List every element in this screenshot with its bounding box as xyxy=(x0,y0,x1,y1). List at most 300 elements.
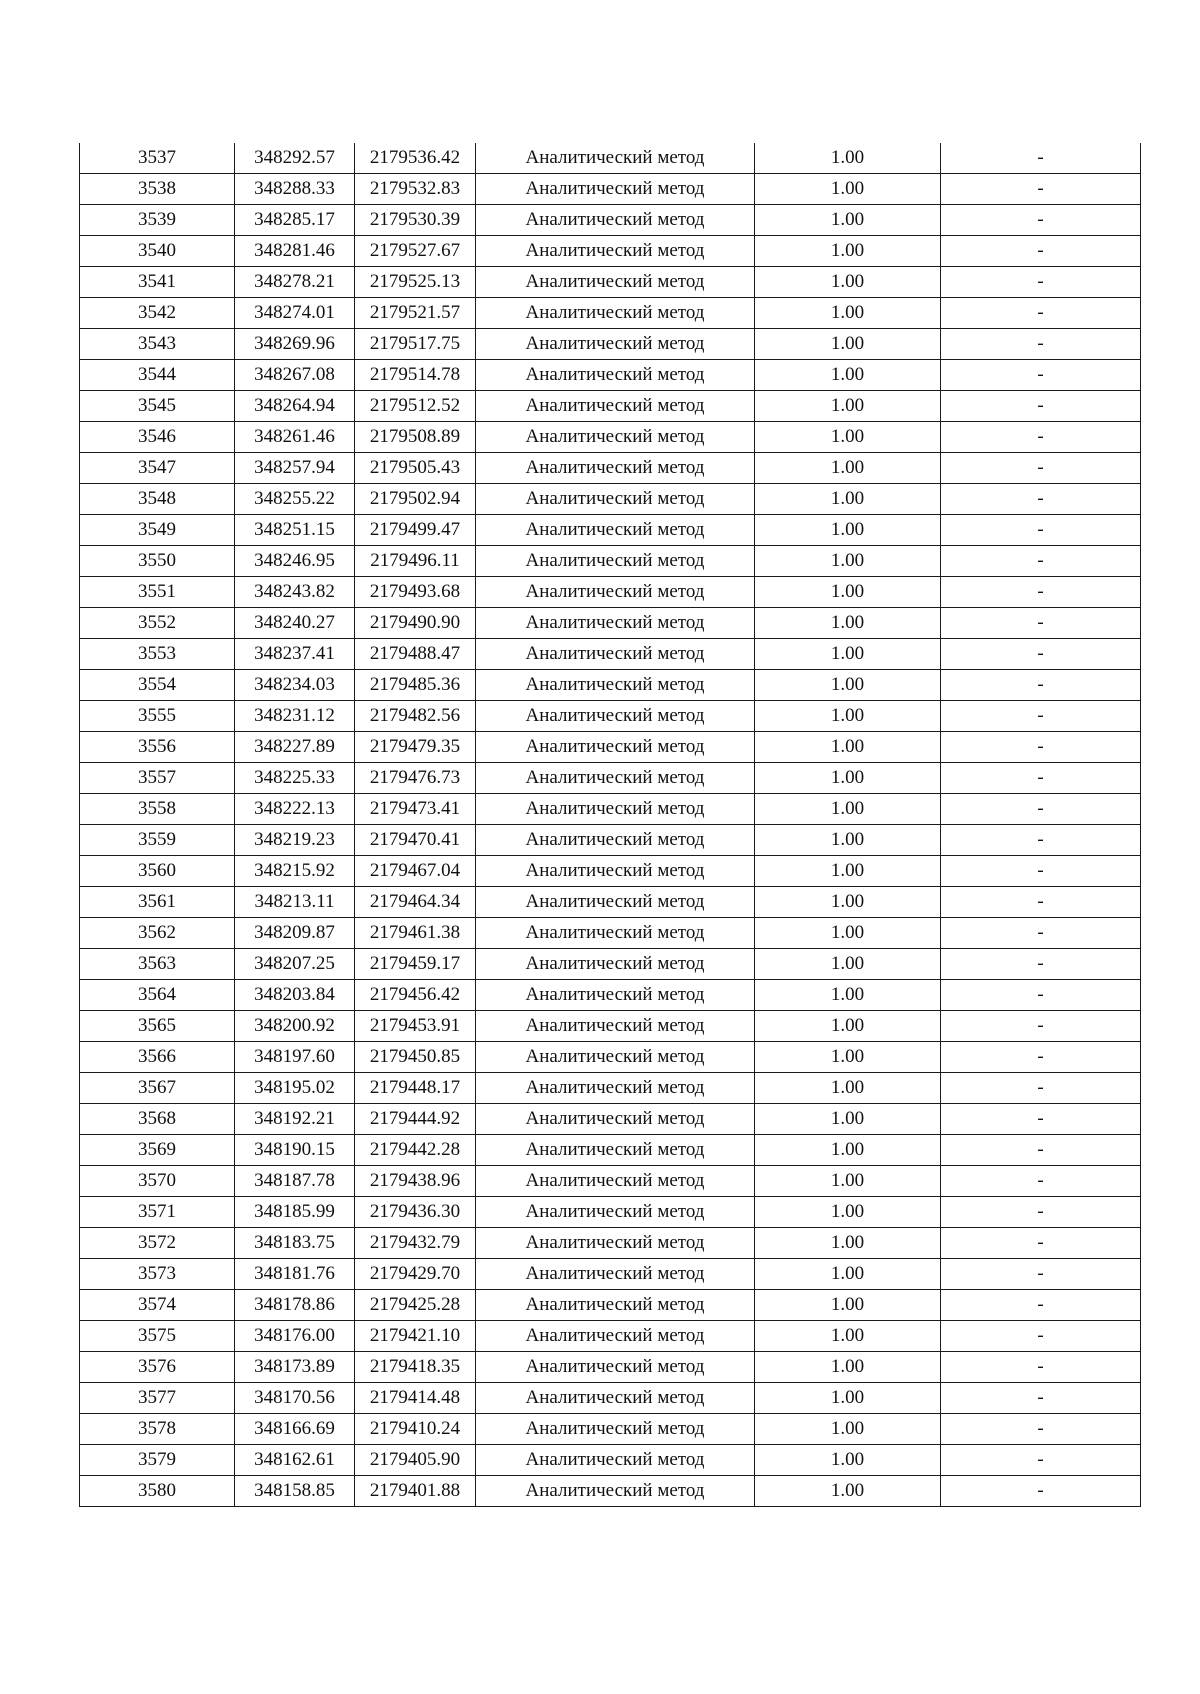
note-cell: - xyxy=(941,1104,1141,1135)
point-number-cell: 3551 xyxy=(80,577,235,608)
method-cell: Аналитический метод xyxy=(476,1476,755,1507)
x-coordinate-cell: 348225.33 xyxy=(235,763,355,794)
note-cell: - xyxy=(941,1197,1141,1228)
method-cell: Аналитический метод xyxy=(476,1321,755,1352)
table-row xyxy=(80,1445,1141,1476)
y-coordinate-cell: 2179461.38 xyxy=(355,918,476,949)
method-cell: Аналитический метод xyxy=(476,763,755,794)
note-cell: - xyxy=(941,825,1141,856)
point-number-cell: 3568 xyxy=(80,1104,235,1135)
precision-cell: 1.00 xyxy=(755,1104,941,1135)
note-cell: - xyxy=(941,1228,1141,1259)
method-cell: Аналитический метод xyxy=(476,391,755,422)
precision-cell: 1.00 xyxy=(755,1445,941,1476)
table-row xyxy=(80,1414,1141,1445)
y-coordinate-cell: 2179485.36 xyxy=(355,670,476,701)
y-coordinate-cell: 2179405.90 xyxy=(355,1445,476,1476)
method-cell: Аналитический метод xyxy=(476,1259,755,1290)
point-number-cell: 3566 xyxy=(80,1042,235,1073)
precision-cell: 1.00 xyxy=(755,1197,941,1228)
method-cell: Аналитический метод xyxy=(476,174,755,205)
y-coordinate-cell: 2179517.75 xyxy=(355,329,476,360)
x-coordinate-cell: 348185.99 xyxy=(235,1197,355,1228)
x-coordinate-cell: 348192.21 xyxy=(235,1104,355,1135)
note-cell: - xyxy=(941,1259,1141,1290)
x-coordinate-cell: 348219.23 xyxy=(235,825,355,856)
y-coordinate-cell: 2179512.52 xyxy=(355,391,476,422)
note-cell: - xyxy=(941,1290,1141,1321)
table-row xyxy=(80,980,1141,1011)
point-number-cell: 3537 xyxy=(80,143,235,174)
method-cell: Аналитический метод xyxy=(476,577,755,608)
coordinates-table xyxy=(79,143,1141,1507)
x-coordinate-cell: 348278.21 xyxy=(235,267,355,298)
x-coordinate-cell: 348269.96 xyxy=(235,329,355,360)
table-row xyxy=(80,949,1141,980)
method-cell: Аналитический метод xyxy=(476,887,755,918)
point-number-cell: 3541 xyxy=(80,267,235,298)
note-cell: - xyxy=(941,298,1141,329)
precision-cell: 1.00 xyxy=(755,1321,941,1352)
table-row xyxy=(80,887,1141,918)
method-cell: Аналитический метод xyxy=(476,1011,755,1042)
table-row xyxy=(80,1011,1141,1042)
table-row xyxy=(80,856,1141,887)
point-number-cell: 3563 xyxy=(80,949,235,980)
note-cell: - xyxy=(941,143,1141,174)
method-cell: Аналитический метод xyxy=(476,1383,755,1414)
note-cell: - xyxy=(941,267,1141,298)
method-cell: Аналитический метод xyxy=(476,949,755,980)
point-number-cell: 3538 xyxy=(80,174,235,205)
note-cell: - xyxy=(941,1383,1141,1414)
x-coordinate-cell: 348285.17 xyxy=(235,205,355,236)
note-cell: - xyxy=(941,887,1141,918)
note-cell: - xyxy=(941,1476,1141,1507)
point-number-cell: 3578 xyxy=(80,1414,235,1445)
x-coordinate-cell: 348183.75 xyxy=(235,1228,355,1259)
x-coordinate-cell: 348227.89 xyxy=(235,732,355,763)
table-row xyxy=(80,422,1141,453)
x-coordinate-cell: 348264.94 xyxy=(235,391,355,422)
table-row xyxy=(80,577,1141,608)
precision-cell: 1.00 xyxy=(755,639,941,670)
table-row xyxy=(80,1321,1141,1352)
note-cell: - xyxy=(941,1414,1141,1445)
table-row xyxy=(80,205,1141,236)
point-number-cell: 3547 xyxy=(80,453,235,484)
x-coordinate-cell: 348209.87 xyxy=(235,918,355,949)
y-coordinate-cell: 2179499.47 xyxy=(355,515,476,546)
table-row xyxy=(80,1073,1141,1104)
precision-cell: 1.00 xyxy=(755,1073,941,1104)
point-number-cell: 3580 xyxy=(80,1476,235,1507)
method-cell: Аналитический метод xyxy=(476,1414,755,1445)
x-coordinate-cell: 348288.33 xyxy=(235,174,355,205)
precision-cell: 1.00 xyxy=(755,1414,941,1445)
method-cell: Аналитический метод xyxy=(476,267,755,298)
note-cell: - xyxy=(941,608,1141,639)
note-cell: - xyxy=(941,577,1141,608)
note-cell: - xyxy=(941,205,1141,236)
precision-cell: 1.00 xyxy=(755,949,941,980)
y-coordinate-cell: 2179414.48 xyxy=(355,1383,476,1414)
precision-cell: 1.00 xyxy=(755,298,941,329)
x-coordinate-cell: 348195.02 xyxy=(235,1073,355,1104)
table-row xyxy=(80,360,1141,391)
table-row xyxy=(80,1352,1141,1383)
method-cell: Аналитический метод xyxy=(476,236,755,267)
y-coordinate-cell: 2179502.94 xyxy=(355,484,476,515)
table-row xyxy=(80,391,1141,422)
x-coordinate-cell: 348274.01 xyxy=(235,298,355,329)
precision-cell: 1.00 xyxy=(755,143,941,174)
x-coordinate-cell: 348170.56 xyxy=(235,1383,355,1414)
method-cell: Аналитический метод xyxy=(476,1290,755,1321)
precision-cell: 1.00 xyxy=(755,980,941,1011)
x-coordinate-cell: 348257.94 xyxy=(235,453,355,484)
table-row xyxy=(80,174,1141,205)
precision-cell: 1.00 xyxy=(755,1259,941,1290)
precision-cell: 1.00 xyxy=(755,887,941,918)
y-coordinate-cell: 2179453.91 xyxy=(355,1011,476,1042)
method-cell: Аналитический метод xyxy=(476,546,755,577)
x-coordinate-cell: 348243.82 xyxy=(235,577,355,608)
note-cell: - xyxy=(941,515,1141,546)
precision-cell: 1.00 xyxy=(755,1228,941,1259)
precision-cell: 1.00 xyxy=(755,391,941,422)
y-coordinate-cell: 2179442.28 xyxy=(355,1135,476,1166)
note-cell: - xyxy=(941,329,1141,360)
precision-cell: 1.00 xyxy=(755,205,941,236)
note-cell: - xyxy=(941,856,1141,887)
point-number-cell: 3556 xyxy=(80,732,235,763)
table-row xyxy=(80,763,1141,794)
method-cell: Аналитический метод xyxy=(476,1197,755,1228)
method-cell: Аналитический метод xyxy=(476,670,755,701)
precision-cell: 1.00 xyxy=(755,670,941,701)
method-cell: Аналитический метод xyxy=(476,608,755,639)
precision-cell: 1.00 xyxy=(755,1290,941,1321)
table-row xyxy=(80,1259,1141,1290)
method-cell: Аналитический метод xyxy=(476,1228,755,1259)
method-cell: Аналитический метод xyxy=(476,143,755,174)
point-number-cell: 3552 xyxy=(80,608,235,639)
method-cell: Аналитический метод xyxy=(476,422,755,453)
x-coordinate-cell: 348162.61 xyxy=(235,1445,355,1476)
precision-cell: 1.00 xyxy=(755,546,941,577)
table-row xyxy=(80,298,1141,329)
x-coordinate-cell: 348240.27 xyxy=(235,608,355,639)
point-number-cell: 3570 xyxy=(80,1166,235,1197)
table-row xyxy=(80,236,1141,267)
note-cell: - xyxy=(941,236,1141,267)
x-coordinate-cell: 348215.92 xyxy=(235,856,355,887)
precision-cell: 1.00 xyxy=(755,484,941,515)
point-number-cell: 3540 xyxy=(80,236,235,267)
method-cell: Аналитический метод xyxy=(476,856,755,887)
point-number-cell: 3567 xyxy=(80,1073,235,1104)
note-cell: - xyxy=(941,763,1141,794)
precision-cell: 1.00 xyxy=(755,1042,941,1073)
y-coordinate-cell: 2179436.30 xyxy=(355,1197,476,1228)
x-coordinate-cell: 348231.12 xyxy=(235,701,355,732)
method-cell: Аналитический метод xyxy=(476,980,755,1011)
point-number-cell: 3569 xyxy=(80,1135,235,1166)
point-number-cell: 3546 xyxy=(80,422,235,453)
note-cell: - xyxy=(941,1445,1141,1476)
method-cell: Аналитический метод xyxy=(476,794,755,825)
y-coordinate-cell: 2179514.78 xyxy=(355,360,476,391)
point-number-cell: 3555 xyxy=(80,701,235,732)
table-row xyxy=(80,1166,1141,1197)
y-coordinate-cell: 2179536.42 xyxy=(355,143,476,174)
note-cell: - xyxy=(941,391,1141,422)
y-coordinate-cell: 2179421.10 xyxy=(355,1321,476,1352)
y-coordinate-cell: 2179505.43 xyxy=(355,453,476,484)
precision-cell: 1.00 xyxy=(755,422,941,453)
point-number-cell: 3560 xyxy=(80,856,235,887)
method-cell: Аналитический метод xyxy=(476,360,755,391)
table-row xyxy=(80,515,1141,546)
y-coordinate-cell: 2179527.67 xyxy=(355,236,476,267)
point-number-cell: 3576 xyxy=(80,1352,235,1383)
x-coordinate-cell: 348200.92 xyxy=(235,1011,355,1042)
x-coordinate-cell: 348234.03 xyxy=(235,670,355,701)
point-number-cell: 3542 xyxy=(80,298,235,329)
point-number-cell: 3550 xyxy=(80,546,235,577)
method-cell: Аналитический метод xyxy=(476,484,755,515)
x-coordinate-cell: 348255.22 xyxy=(235,484,355,515)
y-coordinate-cell: 2179488.47 xyxy=(355,639,476,670)
y-coordinate-cell: 2179467.04 xyxy=(355,856,476,887)
table-row xyxy=(80,1042,1141,1073)
table-row xyxy=(80,1290,1141,1321)
y-coordinate-cell: 2179476.73 xyxy=(355,763,476,794)
y-coordinate-cell: 2179464.34 xyxy=(355,887,476,918)
precision-cell: 1.00 xyxy=(755,1166,941,1197)
point-number-cell: 3575 xyxy=(80,1321,235,1352)
point-number-cell: 3559 xyxy=(80,825,235,856)
y-coordinate-cell: 2179432.79 xyxy=(355,1228,476,1259)
point-number-cell: 3539 xyxy=(80,205,235,236)
precision-cell: 1.00 xyxy=(755,515,941,546)
x-coordinate-cell: 348187.78 xyxy=(235,1166,355,1197)
y-coordinate-cell: 2179456.42 xyxy=(355,980,476,1011)
precision-cell: 1.00 xyxy=(755,1476,941,1507)
table-row xyxy=(80,732,1141,763)
point-number-cell: 3562 xyxy=(80,918,235,949)
precision-cell: 1.00 xyxy=(755,1011,941,1042)
point-number-cell: 3557 xyxy=(80,763,235,794)
point-number-cell: 3572 xyxy=(80,1228,235,1259)
point-number-cell: 3574 xyxy=(80,1290,235,1321)
note-cell: - xyxy=(941,453,1141,484)
note-cell: - xyxy=(941,484,1141,515)
point-number-cell: 3545 xyxy=(80,391,235,422)
point-number-cell: 3565 xyxy=(80,1011,235,1042)
note-cell: - xyxy=(941,1073,1141,1104)
table-row xyxy=(80,918,1141,949)
x-coordinate-cell: 348207.25 xyxy=(235,949,355,980)
precision-cell: 1.00 xyxy=(755,918,941,949)
x-coordinate-cell: 348178.86 xyxy=(235,1290,355,1321)
precision-cell: 1.00 xyxy=(755,1352,941,1383)
table-row xyxy=(80,701,1141,732)
table-row xyxy=(80,1228,1141,1259)
table-row xyxy=(80,608,1141,639)
precision-cell: 1.00 xyxy=(755,329,941,360)
table-row xyxy=(80,1135,1141,1166)
precision-cell: 1.00 xyxy=(755,608,941,639)
table-row xyxy=(80,825,1141,856)
precision-cell: 1.00 xyxy=(755,1383,941,1414)
point-number-cell: 3564 xyxy=(80,980,235,1011)
method-cell: Аналитический метод xyxy=(476,515,755,546)
precision-cell: 1.00 xyxy=(755,825,941,856)
x-coordinate-cell: 348222.13 xyxy=(235,794,355,825)
method-cell: Аналитический метод xyxy=(476,825,755,856)
y-coordinate-cell: 2179525.13 xyxy=(355,267,476,298)
method-cell: Аналитический метод xyxy=(476,918,755,949)
table-row xyxy=(80,329,1141,360)
method-cell: Аналитический метод xyxy=(476,639,755,670)
y-coordinate-cell: 2179493.68 xyxy=(355,577,476,608)
table-row xyxy=(80,1197,1141,1228)
y-coordinate-cell: 2179532.83 xyxy=(355,174,476,205)
x-coordinate-cell: 348173.89 xyxy=(235,1352,355,1383)
table-row xyxy=(80,794,1141,825)
method-cell: Аналитический метод xyxy=(476,1166,755,1197)
method-cell: Аналитический метод xyxy=(476,1042,755,1073)
x-coordinate-cell: 348267.08 xyxy=(235,360,355,391)
x-coordinate-cell: 348246.95 xyxy=(235,546,355,577)
precision-cell: 1.00 xyxy=(755,577,941,608)
x-coordinate-cell: 348197.60 xyxy=(235,1042,355,1073)
precision-cell: 1.00 xyxy=(755,267,941,298)
y-coordinate-cell: 2179470.41 xyxy=(355,825,476,856)
note-cell: - xyxy=(941,1352,1141,1383)
y-coordinate-cell: 2179438.96 xyxy=(355,1166,476,1197)
note-cell: - xyxy=(941,980,1141,1011)
y-coordinate-cell: 2179444.92 xyxy=(355,1104,476,1135)
note-cell: - xyxy=(941,546,1141,577)
note-cell: - xyxy=(941,732,1141,763)
note-cell: - xyxy=(941,360,1141,391)
precision-cell: 1.00 xyxy=(755,1135,941,1166)
note-cell: - xyxy=(941,670,1141,701)
method-cell: Аналитический метод xyxy=(476,1104,755,1135)
method-cell: Аналитический метод xyxy=(476,1135,755,1166)
table-row xyxy=(80,1104,1141,1135)
note-cell: - xyxy=(941,918,1141,949)
note-cell: - xyxy=(941,949,1141,980)
note-cell: - xyxy=(941,1042,1141,1073)
precision-cell: 1.00 xyxy=(755,701,941,732)
y-coordinate-cell: 2179450.85 xyxy=(355,1042,476,1073)
x-coordinate-cell: 348181.76 xyxy=(235,1259,355,1290)
precision-cell: 1.00 xyxy=(755,732,941,763)
note-cell: - xyxy=(941,422,1141,453)
method-cell: Аналитический метод xyxy=(476,732,755,763)
y-coordinate-cell: 2179425.28 xyxy=(355,1290,476,1321)
x-coordinate-cell: 348251.15 xyxy=(235,515,355,546)
point-number-cell: 3543 xyxy=(80,329,235,360)
method-cell: Аналитический метод xyxy=(476,1352,755,1383)
point-number-cell: 3549 xyxy=(80,515,235,546)
precision-cell: 1.00 xyxy=(755,236,941,267)
x-coordinate-cell: 348261.46 xyxy=(235,422,355,453)
note-cell: - xyxy=(941,639,1141,670)
precision-cell: 1.00 xyxy=(755,856,941,887)
point-number-cell: 3571 xyxy=(80,1197,235,1228)
point-number-cell: 3544 xyxy=(80,360,235,391)
point-number-cell: 3579 xyxy=(80,1445,235,1476)
y-coordinate-cell: 2179410.24 xyxy=(355,1414,476,1445)
table-row xyxy=(80,546,1141,577)
precision-cell: 1.00 xyxy=(755,794,941,825)
note-cell: - xyxy=(941,794,1141,825)
x-coordinate-cell: 348213.11 xyxy=(235,887,355,918)
point-number-cell: 3573 xyxy=(80,1259,235,1290)
point-number-cell: 3553 xyxy=(80,639,235,670)
precision-cell: 1.00 xyxy=(755,360,941,391)
point-number-cell: 3561 xyxy=(80,887,235,918)
x-coordinate-cell: 348292.57 xyxy=(235,143,355,174)
point-number-cell: 3548 xyxy=(80,484,235,515)
precision-cell: 1.00 xyxy=(755,453,941,484)
y-coordinate-cell: 2179418.35 xyxy=(355,1352,476,1383)
method-cell: Аналитический метод xyxy=(476,1073,755,1104)
method-cell: Аналитический метод xyxy=(476,701,755,732)
precision-cell: 1.00 xyxy=(755,763,941,794)
x-coordinate-cell: 348190.15 xyxy=(235,1135,355,1166)
table-row xyxy=(80,1476,1141,1507)
method-cell: Аналитический метод xyxy=(476,298,755,329)
precision-cell: 1.00 xyxy=(755,174,941,205)
y-coordinate-cell: 2179479.35 xyxy=(355,732,476,763)
y-coordinate-cell: 2179473.41 xyxy=(355,794,476,825)
note-cell: - xyxy=(941,701,1141,732)
table-row xyxy=(80,639,1141,670)
y-coordinate-cell: 2179496.11 xyxy=(355,546,476,577)
point-number-cell: 3558 xyxy=(80,794,235,825)
y-coordinate-cell: 2179429.70 xyxy=(355,1259,476,1290)
y-coordinate-cell: 2179530.39 xyxy=(355,205,476,236)
x-coordinate-cell: 348158.85 xyxy=(235,1476,355,1507)
coordinates-table-body xyxy=(80,143,1141,1507)
x-coordinate-cell: 348237.41 xyxy=(235,639,355,670)
y-coordinate-cell: 2179459.17 xyxy=(355,949,476,980)
method-cell: Аналитический метод xyxy=(476,1445,755,1476)
y-coordinate-cell: 2179401.88 xyxy=(355,1476,476,1507)
point-number-cell: 3554 xyxy=(80,670,235,701)
table-row xyxy=(80,267,1141,298)
note-cell: - xyxy=(941,1321,1141,1352)
method-cell: Аналитический метод xyxy=(476,453,755,484)
table-row xyxy=(80,453,1141,484)
table-row xyxy=(80,143,1141,174)
method-cell: Аналитический метод xyxy=(476,205,755,236)
table-row xyxy=(80,484,1141,515)
table-row xyxy=(80,1383,1141,1414)
y-coordinate-cell: 2179448.17 xyxy=(355,1073,476,1104)
x-coordinate-cell: 348176.00 xyxy=(235,1321,355,1352)
method-cell: Аналитический метод xyxy=(476,329,755,360)
y-coordinate-cell: 2179508.89 xyxy=(355,422,476,453)
note-cell: - xyxy=(941,1011,1141,1042)
y-coordinate-cell: 2179482.56 xyxy=(355,701,476,732)
